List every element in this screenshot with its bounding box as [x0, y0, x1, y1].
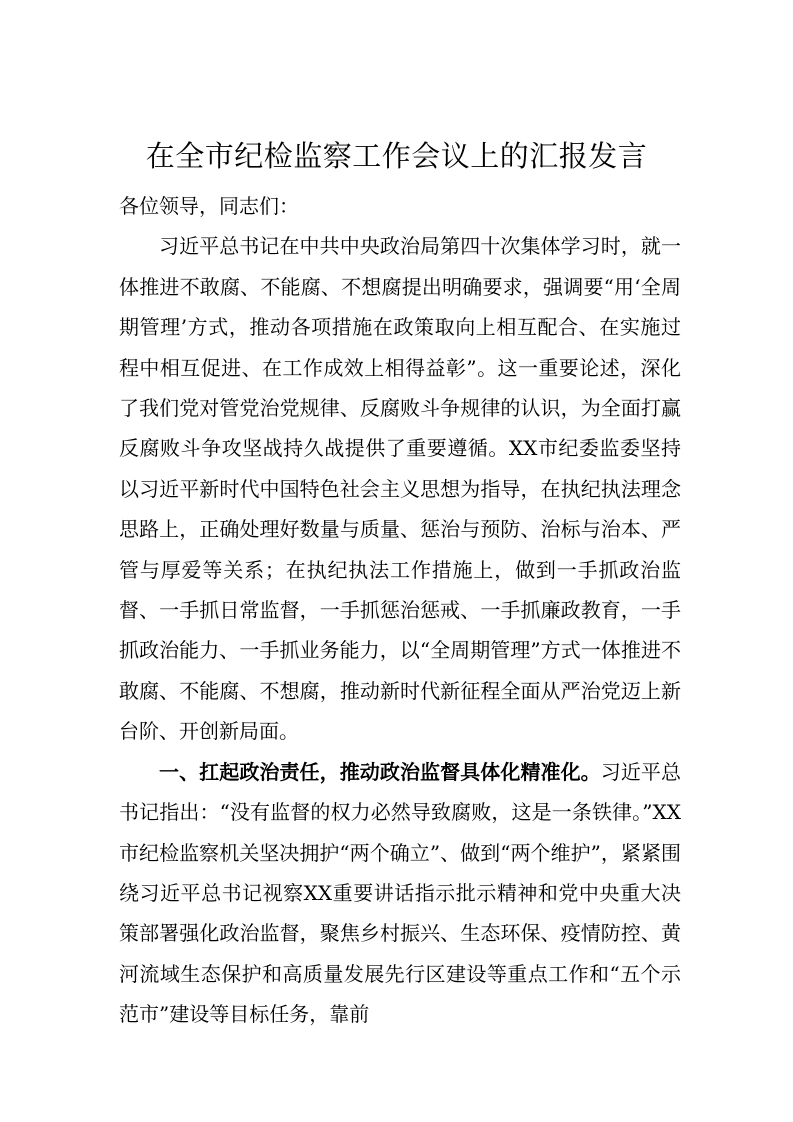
- section-1-heading: 一、扛起政治责任，推动政治监督具体化精准化。: [159, 759, 601, 784]
- salutation: 各位领导，同志们：: [119, 194, 299, 218]
- document-body: [119, 186, 681, 1035]
- document-title: 在全市纪检监察工作会议上的汇报发言: [145, 139, 648, 173]
- paragraph-intro: 习近平总书记在中共中央政治局第四十次集体学习时，就一体推进不敢腐、不能腐、不想腐提出明确要求，强调要“用‘全周期管理’方式，推动各项措施在政策取向上相互配合、在实施过程中相互促进、在工作成效上相得益彰”。这一重要论述，深化了我们党对管党治党规律、反腐败斗争规律的认识，为全面打赢反腐败斗争攻坚战持久战提供了重要遵循。XX市纪委监委坚持以习近平新时代中国特色社会主义思想为指导，在执纪执法理念思路上，正确处理好数量与质量、惩治与预防、治标与治本、严管与厚爱等关系；在执纪执法工作措施上，做到一手抓政治监督、一手抓日常监督，一手抓惩治惩戒、一手抓廉政教育，一手抓政治能力、一手抓业务能力，以“全周期管理”方式一体推进不敢腐、不能腐、不想腐，推动新时代新征程全面从严治党迈上新台阶、开创新局面。: [119, 234, 681, 744]
- section-1-text: 习近平总书记指出：“没有监督的权力必然导致腐败，这是一条铁律。”XX市纪检监察机关坚决拥护“两个确立”、做到“两个维护”，紧紧围绕习近平总书记视察XX重要讲话指示批示精神和党中央重大决策部署强化政治监督，聚焦乡村振兴、生态环保、疫情防控、黄河流域生态保护和高质量发展先行区建设等重点工作和“五个示范市”建设等目标任务，靠前: [119, 759, 682, 1027]
- paragraph-section-1: [119, 752, 681, 1035]
